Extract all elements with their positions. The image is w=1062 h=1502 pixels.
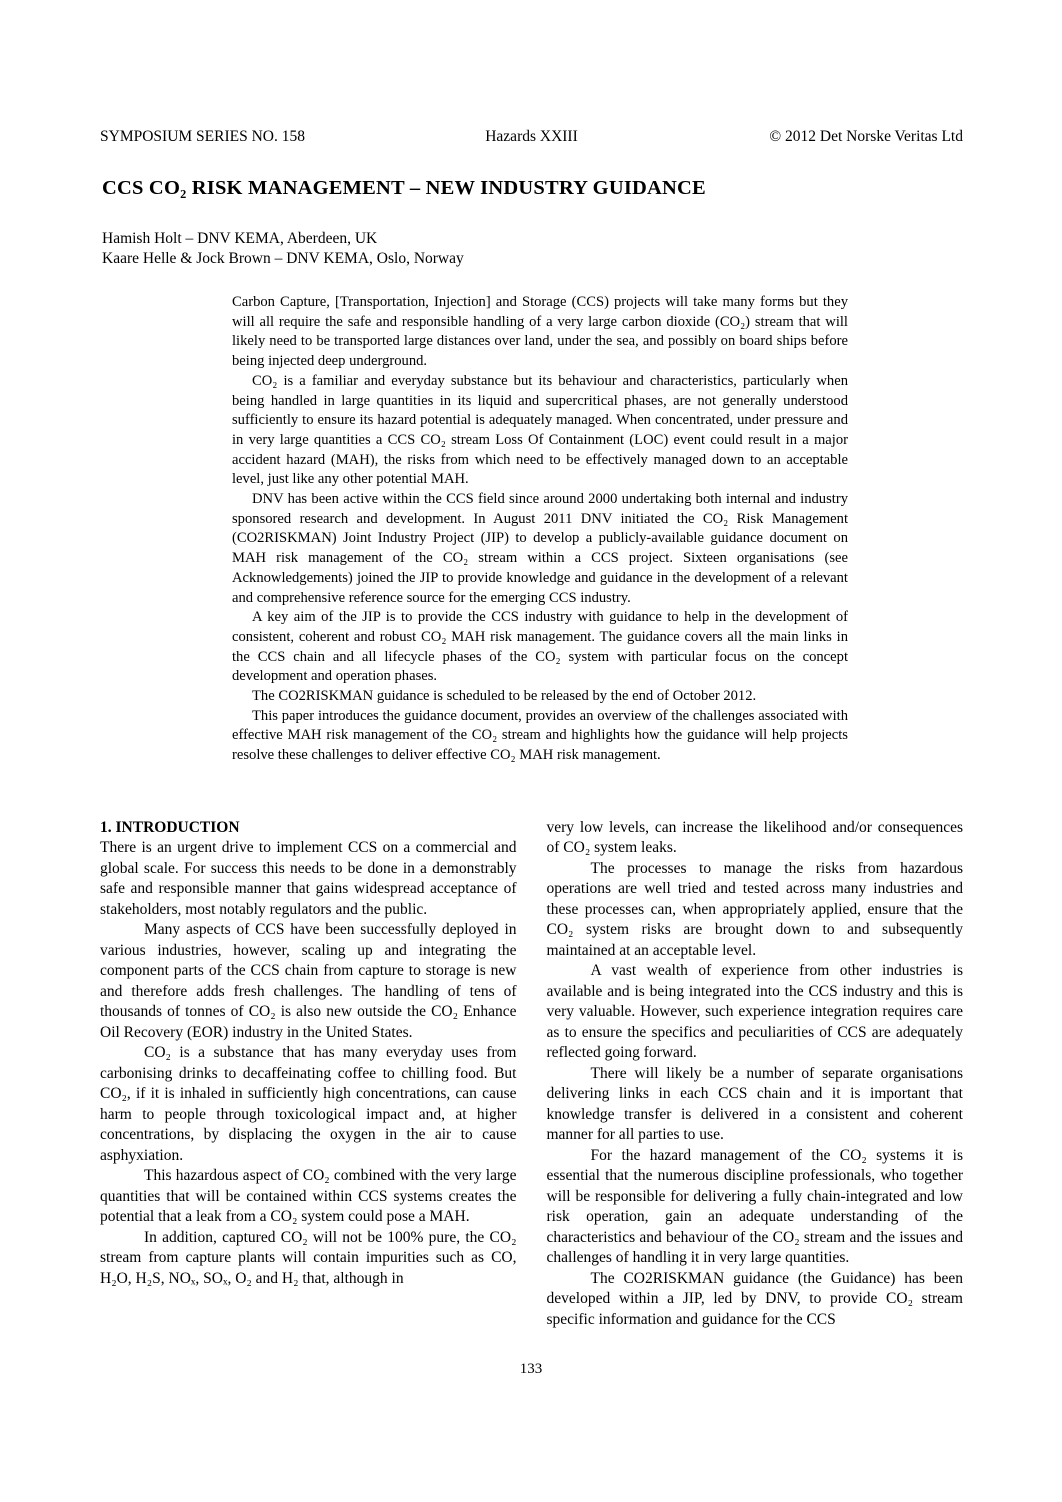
paper-title: CCS CO₂ RISK MANAGEMENT – NEW INDUSTRY GUIDANCE xyxy=(102,177,706,199)
body-paragraph: CO₂ is a substance that has many everyday uses from carbonising drinks to decaffeinating coffee to chilling food. But CO₂, if it is inhaled in sufficiently high concentrations, can cause harm to people through toxicological impact and, at higher concentrations, by displacing the oxygen in the air to cause asphyxiation. xyxy=(100,1044,517,1164)
body-paragraph: The processes to manage the risks from hazardous operations are well tried and tested across many industries and these processes can, when appropriately applied, ensure that the CO₂ system risks are brought down to and subsequently maintained at an acceptable level. xyxy=(546,859,963,959)
header-series-number: SYMPOSIUM SERIES NO. 158 xyxy=(100,128,305,145)
page-footer xyxy=(0,1361,1062,1378)
header-conference-name: Hazards XXIII xyxy=(485,128,578,145)
author-line-2: Kaare Helle & Jock Brown – DNV KEMA, Oslo, Norway xyxy=(102,250,464,267)
header-copyright: © 2012 Det Norske Veritas Ltd xyxy=(769,128,963,145)
abstract-paragraph: The CO2RISKMAN guidance is scheduled to be released by the end of October 2012. xyxy=(252,688,757,705)
body-paragraph: There is an urgent drive to implement CCS on a commercial and global scale. For success this needs to be done in a demonstrably safe and responsible manner that gains widespread acceptance of stakeholders, most notably regulators and the public. xyxy=(100,839,517,918)
body-column-left xyxy=(100,818,517,1331)
body-paragraph: For the hazard management of the CO₂ systems it is essential that the numerous discipline professionals, who together will be responsible for delivering a fully chain-integrated and low risk operation, gain an adequate understanding of the characteristics and behaviour of the CO₂ stream and the issues and challenges of handling it in very large quantities. xyxy=(546,1146,963,1267)
body-columns xyxy=(100,818,963,1331)
section-heading-introduction: 1. INTRODUCTION xyxy=(100,818,240,836)
abstract-paragraph: A key aim of the JIP is to provide the CCS industry with guidance to help in the development of consistent, coherent and robust CO₂ MAH risk management. The guidance covers all the main links in the CCS chain and all lifecycle phases of the CO₂ system with particular focus on the concept development and operation phases. xyxy=(232,609,848,685)
body-paragraph: This hazardous aspect of CO₂ combined with the very large quantities that will be contained within CCS systems creates the potential that a leak from a CO₂ system could pose a MAH. xyxy=(100,1167,517,1226)
abstract-paragraph: DNV has been active within the CCS field since around 2000 undertaking both internal and industry sponsored research and development. In August 2011 DNV initiated the CO₂ Risk Management (CO2RISKMAN) Joint Industry Project (JIP) to develop a publicly-available guidance document on MAH risk management of the CO₂ stream within a CCS project. Sixteen organisations (see Acknowledgements) joined the JIP to provide knowledge and guidance in the development of a relevant and comprehensive reference source for the emerging CCS industry. xyxy=(232,491,848,606)
page-number: 133 xyxy=(519,1361,543,1377)
body-paragraph: A vast wealth of experience from other industries is available and is being integrated into the CCS industry and this is very valuable. However, such experience integration requires care as to ensure the specifics and peculiarities of CCS are adequately reflected going forward. xyxy=(546,962,963,1062)
abstract-paragraph: CO₂ is a familiar and everyday substance but its behaviour and characteristics, particularly when being handled in large quantities in its liquid and supercritical phases, are not generally understood sufficiently to ensure its hazard potential is adequately managed. When concentrated, under pressure and in very large quantities a CCS CO₂ stream Loss Of Containment (LOC) event could result in a major accident hazard (MAH), the risks from which need to be effectively managed down to an acceptable level, just like any other potential MAH. xyxy=(232,372,848,488)
body-column-right xyxy=(547,818,964,1331)
abstract-paragraph: Carbon Capture, [Transportation, Injection] and Storage (CCS) projects will take many forms but they will all require the safe and responsible handling of a very large carbon dioxide (CO₂) stream that will likely need to be transported large distances over land, under the sea, and possibly on board ships before being injected deep underground. xyxy=(232,294,848,370)
body-paragraph: Many aspects of CCS have been successfully deployed in various industries, however, scaling up and integrating the component parts of the CCS chain from capture to storage is new and therefore adds fresh challenges. The handling of tens of thousands of tonnes of CO₂ is also new outside the CO₂ Enhance Oil Recovery (EOR) industry in the United States. xyxy=(100,921,517,1041)
abstract xyxy=(232,293,848,766)
page-header xyxy=(100,128,963,146)
body-paragraph: There will likely be a number of separate organisations delivering links in each CCS chain and it is important that knowledge transfer is delivered in a consistent and coherent manner for all parties to use. xyxy=(546,1064,963,1144)
author-line-1: Hamish Holt – DNV KEMA, Aberdeen, UK xyxy=(102,230,378,247)
body-paragraph: very low levels, can increase the likelihood and/or consequences of CO₂ system leaks. xyxy=(546,818,963,857)
abstract-paragraph: This paper introduces the guidance document, provides an overview of the challenges associated with effective MAH risk management of the CO₂ stream and highlights how the guidance will help projects resolve these challenges to deliver effective CO₂ MAH risk management. xyxy=(232,707,848,764)
authors-block xyxy=(102,229,963,269)
body-paragraph: The CO2RISKMAN guidance (the Guidance) has been developed within a JIP, led by DNV, to provide CO₂ stream specific information and guidance for the CCS xyxy=(546,1269,963,1328)
body-paragraph: In addition, captured CO₂ will not be 100% pure, the CO₂ stream from capture plants will contain impurities such as CO, H₂O, H₂S, NOₓ, SOₓ, O₂ and H₂ that, although in xyxy=(100,1228,517,1287)
